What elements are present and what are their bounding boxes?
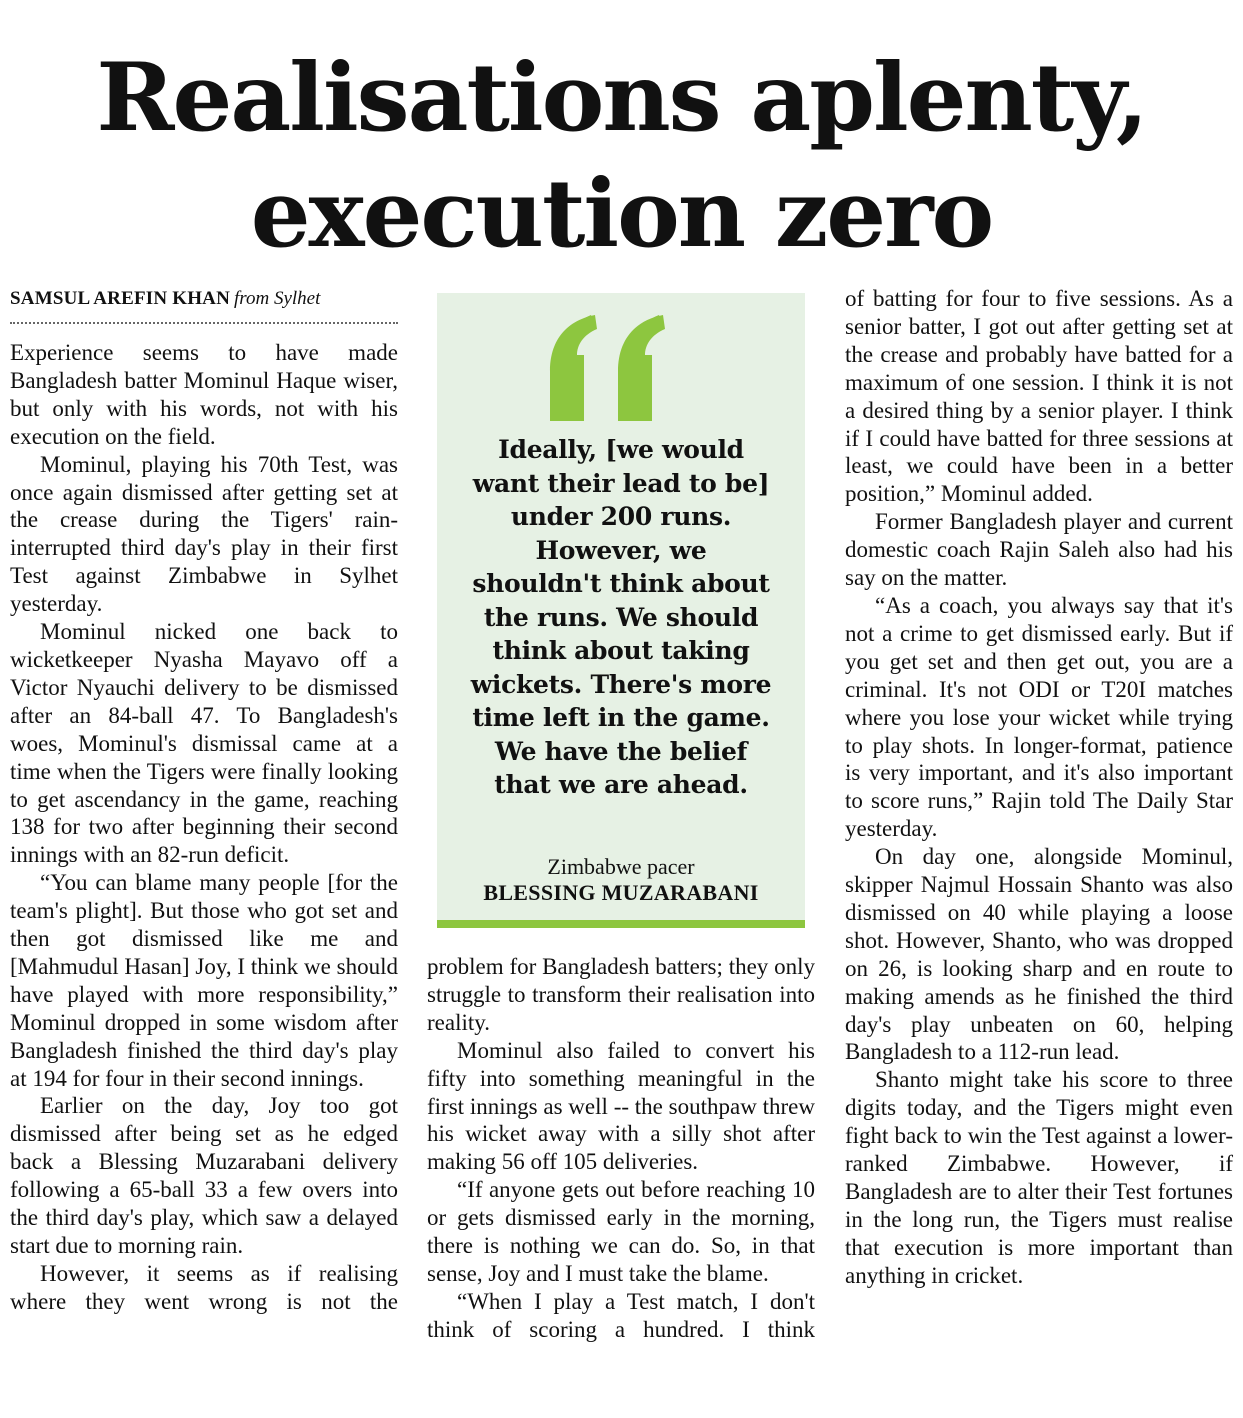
paragraph: “You can blame many people [for the team's plight]. But those who got set and then got dismissed like me and [Mahmudul Hasan] Joy, I think we should have played with more responsibility,” Mominul dropped in some wisdom after Bangladesh finished the third day's play at 194 for four in their second innings. bbox=[10, 870, 398, 1091]
headline bbox=[0, 40, 1243, 272]
quotation-mark-icon bbox=[437, 293, 805, 433]
paragraph: Shanto might take his score to three digits today, and the Tigers might even fight back to win the Test against a lower-ranked Zimbabwe. However, if Bangladesh are to alter their Test fortunes in the long run, the Tigers must realise that execution is more important than anything in cricket. bbox=[845, 1067, 1233, 1288]
article-column-1 bbox=[10, 339, 398, 1316]
pull-quote-name: BLESSING MUZARABANI bbox=[483, 880, 759, 905]
paragraph: of batting for four to five sessions. As a senior batter, I got out after getting set at the crease and probably have batted for a maximum of one session. I think it is not a desired thing by a senior player. I think if I could have batted for three sessions at least, we could have been in a better position,” Mominul added. bbox=[845, 286, 1233, 507]
pull-quote-text: Ideally, [we would want their lead to be] under 200 runs. However, we shouldn't think about the runs. We should think about taking wickets. There's more time left in the game. We have the belief that we are ahead. bbox=[470, 435, 772, 799]
paragraph: Former Bangladesh player and current domestic coach Rajin Saleh also had his say on the matter. bbox=[845, 509, 1233, 591]
paragraph: Mominul also failed to convert his fifty into something meaningful in the first innings as well -- the southpaw threw his wicket away with a silly shot after making 56 off 105 deliveries. bbox=[427, 1037, 815, 1175]
headline-line-2: execution zero bbox=[250, 159, 993, 269]
headline-line-1: Realisations aplenty, bbox=[96, 43, 1147, 153]
paragraph: “When I play a Test match, I don't think of scoring a hundred. I think bbox=[427, 1288, 815, 1342]
byline-divider bbox=[10, 322, 398, 324]
paragraph: Mominul, playing his 70th Test, was once again dismissed after getting set at the crease during the Tigers' rain-interrupted third day's play in their first Test against Zimbabwe in Sylhet yesterday. bbox=[10, 451, 398, 617]
paragraph: Experience seems to have made Bangladesh batter Mominul Haque wiser, but only with his words, not with his execution on the field. bbox=[10, 340, 398, 449]
paragraph: “As a coach, you always say that it's not a crime to get dismissed early. But if you get set and then get out, you are a criminal. It's not ODI or T20I matches where you lose your wicket while trying to play shots. In longer-format, patience is very important, and it's also important to score runs,” Rajin told The Daily Star yesterday. bbox=[845, 592, 1233, 842]
byline bbox=[10, 287, 398, 311]
article-column-3 bbox=[845, 285, 1233, 1290]
paragraph: Mominul nicked one back to wicketkeeper Nyasha Mayavo off a Victor Nyauchi delivery to be dismissed after an 84-ball 47. To Bangladesh's woes, Mominul's dismissal came at a time when the Tigers were finally looking to get ascendancy in the game, reaching 138 for two after beginning their second innings with an 82-run deficit. bbox=[10, 619, 398, 868]
paragraph: On day one, alongside Mominul, skipper Najmul Hossain Shanto was also dismissed on 40 while playing a loose shot. However, Shanto, who was dropped on 26, is looking sharp and en route to making amends as he finished the third day's play unbeaten on 60, helping Bangladesh to a 112-run lead. bbox=[845, 844, 1233, 1065]
pull-quote-role: Zimbabwe pacer bbox=[547, 854, 695, 879]
pull-quote-box bbox=[437, 293, 805, 928]
byline-location: from Sylhet bbox=[234, 288, 321, 309]
paragraph: However, it seems as if realising where they went wrong is not the bbox=[10, 1260, 398, 1314]
paragraph: “If anyone gets out before reaching 10 or gets dismissed early in the morning, there is nothing we can do. So, in that sense, Joy and I must take the blame. bbox=[427, 1177, 815, 1286]
article-column-2 bbox=[427, 953, 815, 1344]
paragraph: problem for Bangladesh batters; they only struggle to transform their realisation into reality. bbox=[427, 954, 815, 1035]
paragraph: Earlier on the day, Joy too got dismissed after being set as he edged back a Blessing Muzarabani delivery following a 65-ball 33 a few overs into the third day's play, which saw a delayed start due to morning rain. bbox=[10, 1093, 398, 1258]
byline-author: SAMSUL AREFIN KHAN bbox=[10, 288, 231, 309]
